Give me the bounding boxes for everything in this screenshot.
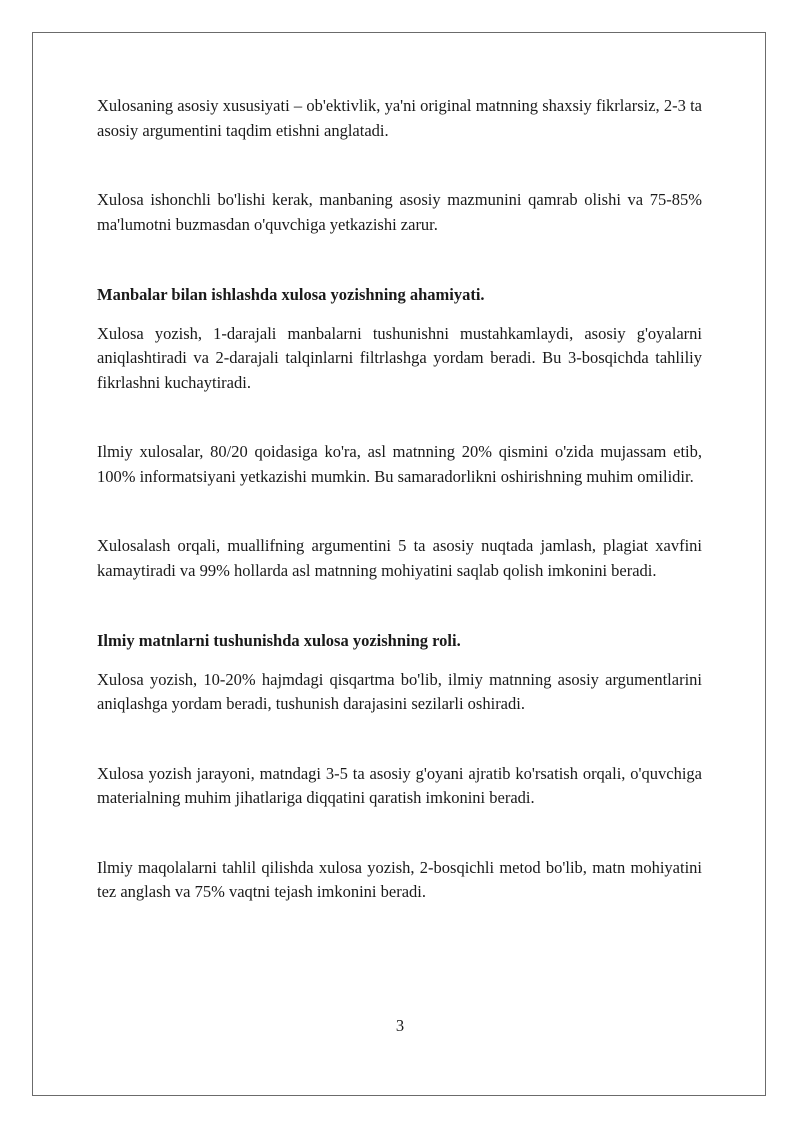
paragraph: Xulosa ishonchli bo'lishi kerak, manbaning asosiy mazmunini qamrab olishi va 75-85% ma'lumotni buzmasdan o'quvchiga yetkazishi zarur. bbox=[97, 190, 702, 234]
paragraph: Xulosa yozish, 1-darajali manbalarni tushunishni mustahkamlaydi, asosiy g'oyalarni aniqlashtiradi va 2-darajali talqinlarni filtrlashga yordam beradi. Bu 3-bosqichda tahliliy fikrlashni kuchaytiradi. bbox=[97, 323, 702, 392]
paragraph: Xulosa yozish, 10-20% hajmdagi qisqartma bo'lib, ilmiy matnning asosiy argumentlarini aniqlashga yordam beradi, tushunish darajasini sezilarli oshiradi. bbox=[97, 669, 702, 713]
paragraph: Ilmiy xulosalar, 80/20 qoidasiga ko'ra, asl matnning 20% qismini o'zida mujassam etib, 100% informatsiyani yetkazishi mumkin. Bu samaradorlikni oshirishning muhim omilidir. bbox=[97, 442, 702, 486]
paragraph: Ilmiy maqolalarni tahlil qilishda xulosa yozish, 2-bosqichli metod bo'lib, matn mohiyatini tez anglash va 75% vaqtni tejash imkonini beradi. bbox=[97, 857, 702, 901]
paragraph: Xulosa yozish jarayoni, matndagi 3-5 ta asosiy g'oyani ajratib ko'rsatish orqali, o'quvchiga materialning muhim jihatlariga diqqatini qaratish imkonini beradi. bbox=[97, 763, 702, 807]
paragraph: Xulosalash orqali, muallifning argumentini 5 ta asosiy nuqtada jamlash, plagiat xavfini kamaytiradi va 99% hollarda asl matnning mohiyatini saqlab qolish imkonini beradi. bbox=[97, 536, 702, 580]
section-heading: Manbalar bilan ishlashda xulosa yozishning ahamiyati. bbox=[97, 285, 485, 304]
section-heading: Ilmiy matnlarni tushunishda xulosa yozishning roli. bbox=[97, 631, 461, 650]
document-body bbox=[97, 94, 702, 905]
paragraph: Xulosaning asosiy xususiyati – ob'ektivlik, ya'ni original matnning shaxsiy fikrlarsiz, 2-3 ta asosiy argumentini taqdim etishni anglatadi. bbox=[97, 96, 702, 140]
page-number: 3 bbox=[395, 1016, 405, 1035]
